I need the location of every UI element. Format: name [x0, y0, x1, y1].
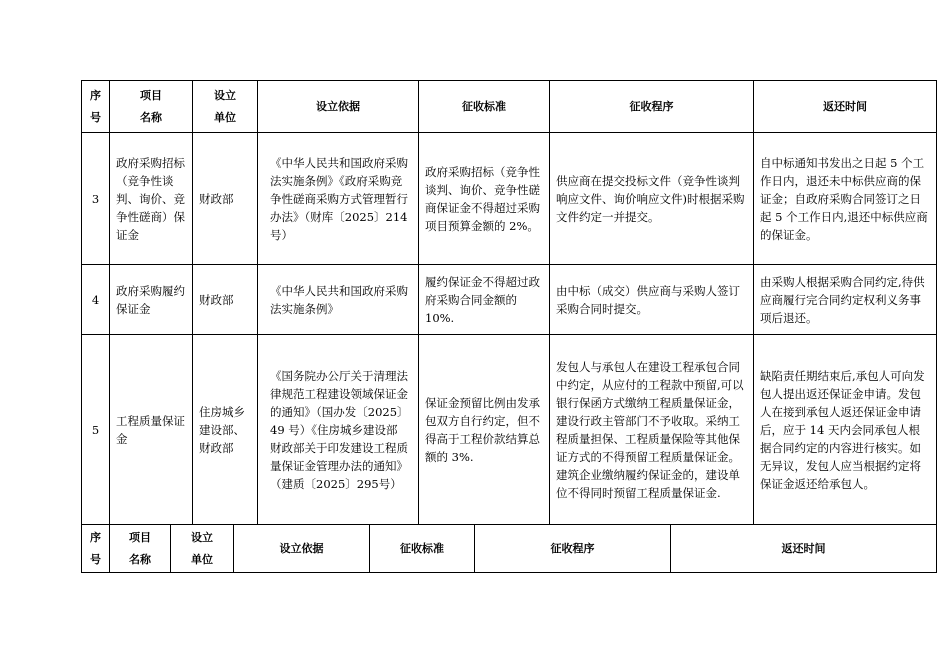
header-procedure: 征收程序 [475, 525, 671, 573]
row-seq: 5 [82, 335, 110, 525]
header-basis: 设立依据 [258, 81, 419, 133]
header-unit: 设立 单位 [193, 81, 258, 133]
header-standard: 征收标准 [419, 81, 550, 133]
header-unit: 设立 单位 [171, 525, 234, 573]
row-unit: 住房城乡建设部、财政部 [193, 335, 258, 525]
row-item: 政府采购招标（竞争性谈判、询价、竞争性磋商）保证金 [110, 133, 193, 265]
row-unit: 财政部 [193, 265, 258, 335]
header-item: 项目 名称 [110, 81, 193, 133]
header-seq: 序 号 [82, 525, 110, 573]
row-refund: 由采购人根据采购合同约定,待供应商履行完合同约定权利义务事项后退还。 [754, 265, 937, 335]
header-procedure: 征收程序 [550, 81, 754, 133]
header-seq: 序 号 [82, 81, 110, 133]
row-basis: 《中华人民共和国政府采购法实施条例》《政府采购竞争性磋商采购方式管理暂行办法》（财库〔2025〕214号） [258, 133, 419, 265]
row-standard: 保证金预留比例由发承包双方自行约定，但不得高于工程价款结算总额的 3%. [419, 335, 550, 525]
row-standard: 政府采购招标（竞争性谈判、询价、竞争性磋商保证金不得超过采购项目预算金额的 2%。 [419, 133, 550, 265]
row-basis: 《国务院办公厅关于清理法律规范工程建设领域保证金的通知》（国办发〔2025〕49 号）《住房城乡建设部 财政部关于印发建设工程质量保证金管理办法的通知》（建质〔2025〕295号） [258, 335, 419, 525]
row-standard: 履约保证金不得超过政府采购合同金额的10%. [419, 265, 550, 335]
header-refund: 返还时间 [754, 81, 937, 133]
row-refund: 缺陷责任期结束后,承包人可向发包人提出返还保证金申请。发包人在接到承包人返还保证金申请后，应于 14 天内会同承包人根据合同约定的内容进行核实。如无异议，发包人应当根据约定将保证金返还给承包人。 [754, 335, 937, 525]
row-basis: 《中华人民共和国政府采购法实施条例》 [258, 265, 419, 335]
fee-table [81, 80, 937, 525]
header-item: 项目 名称 [110, 525, 171, 573]
table-row [82, 335, 937, 525]
row-procedure: 由中标（成交）供应商与采购人签订采购合同时提交。 [550, 265, 754, 335]
table-row [82, 133, 937, 265]
repeated-header-table [81, 524, 937, 573]
row-procedure: 发包人与承包人在建设工程承包合同中约定，从应付的工程款中预留,可以银行保函方式缴纳工程质量保证金，建设行政主管部门不予收取。采纳工程质量担保、工程质量保险等其他保证方式的不得预留工程质量保证金。建筑企业缴纳履约保证金的，建设单位不得同时预留工程质量保证金. [550, 335, 754, 525]
header-row [82, 525, 937, 573]
row-procedure: 供应商在提交投标文件（竞争性谈判响应文件、询价响应文件)时根据采购文件约定一并提交。 [550, 133, 754, 265]
row-seq: 4 [82, 265, 110, 335]
row-unit: 财政部 [193, 133, 258, 265]
row-item: 工程质量保证金 [110, 335, 193, 525]
header-refund: 返还时间 [671, 525, 937, 573]
row-item: 政府采购履约保证金 [110, 265, 193, 335]
header-row [82, 81, 937, 133]
header-basis: 设立依据 [234, 525, 370, 573]
table-row [82, 265, 937, 335]
row-refund: 自中标通知书发出之日起 5 个工作日内，退还未中标供应商的保证金；自政府采购合同签订之日起 5 个工作日内,退还中标供应商的保证金。 [754, 133, 937, 265]
row-seq: 3 [82, 133, 110, 265]
header-standard: 征收标准 [370, 525, 475, 573]
